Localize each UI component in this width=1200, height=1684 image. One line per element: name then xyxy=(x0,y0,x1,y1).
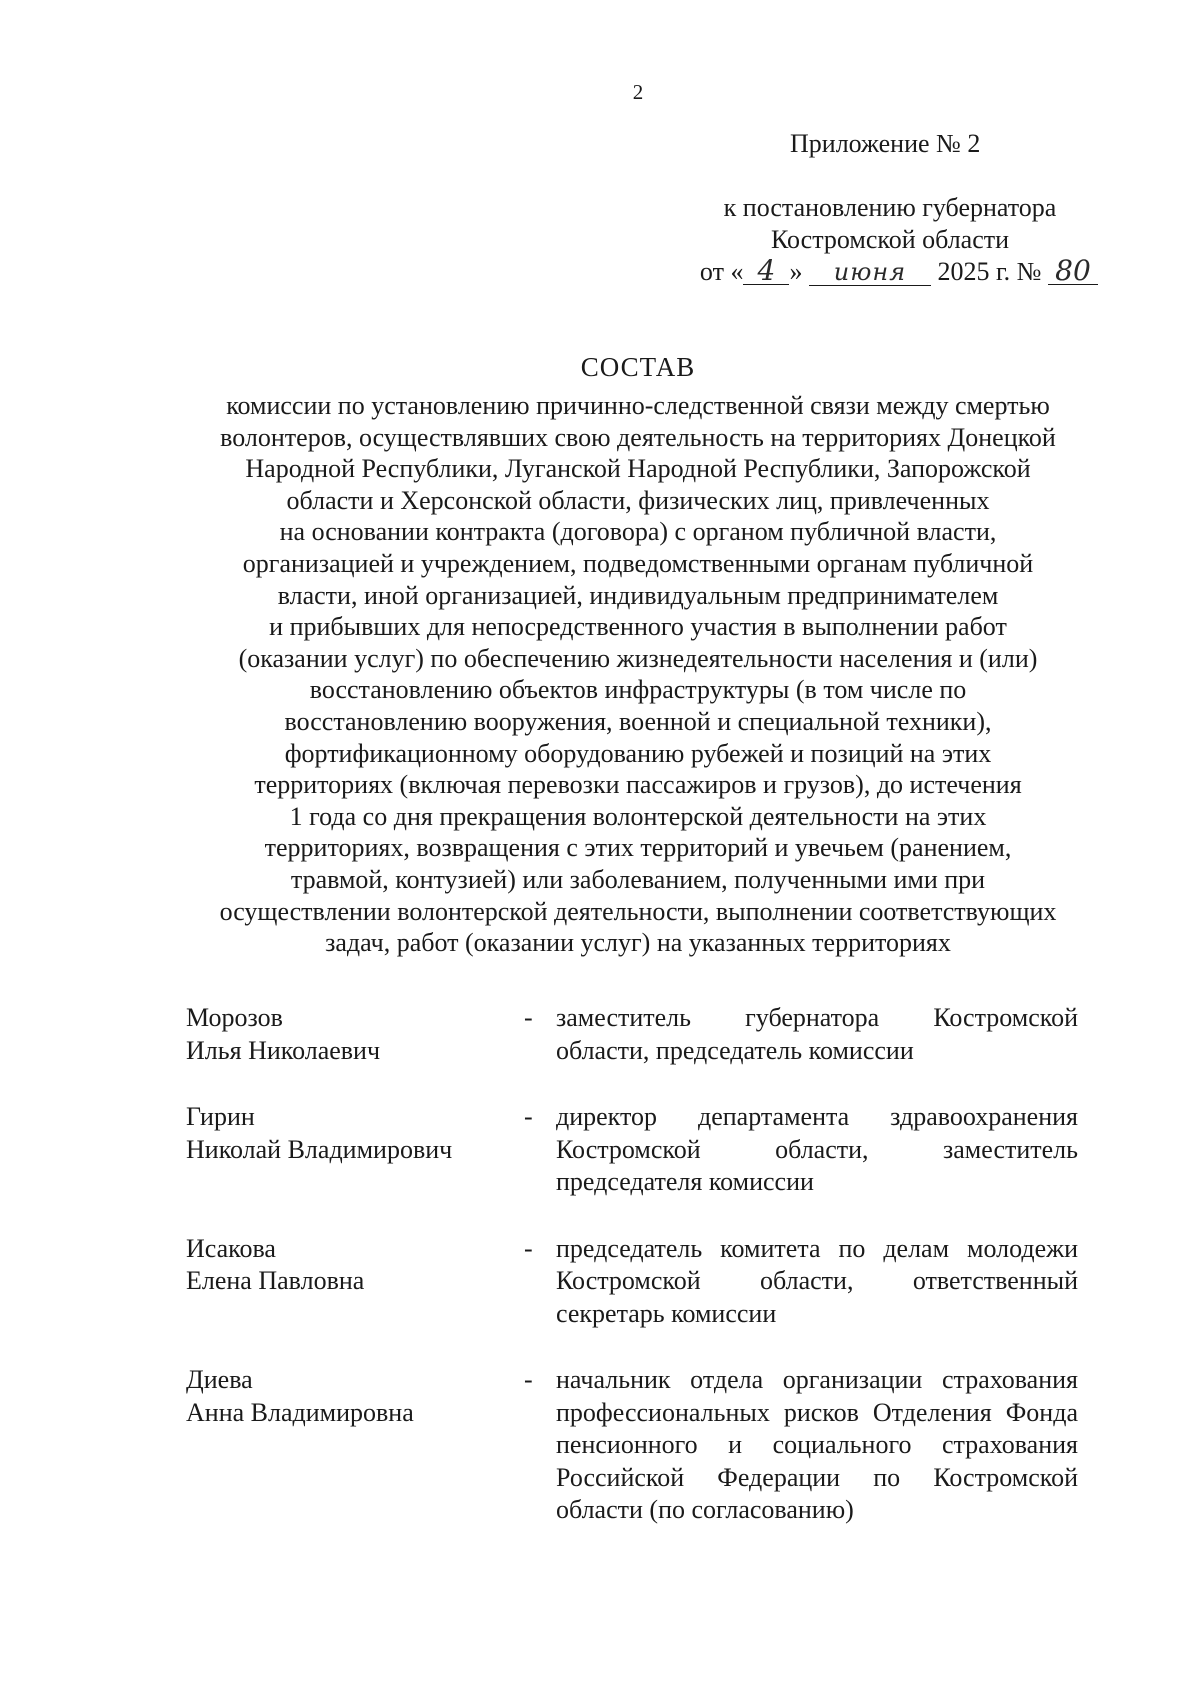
subtitle-line: травмой, контузией) или заболеванием, полученными ими при xyxy=(290,864,986,894)
member-dash: - xyxy=(524,1003,533,1032)
date-year: 2025 г. № xyxy=(937,257,1042,286)
subtitle-line: волонтеров, осуществлявших свою деятельность на территориях Донецкой xyxy=(220,422,1056,452)
member-surname: Морозов xyxy=(186,1003,283,1032)
handwritten-number: 80 xyxy=(1048,258,1098,285)
subtitle-line: восстановлению вооружения, военной и специальной техники), xyxy=(284,706,992,736)
document-heading: СОСТАВ xyxy=(580,352,696,382)
member-dash: - xyxy=(524,1102,533,1131)
appendix-title: Приложение № 2 xyxy=(790,129,981,158)
subtitle-line: территориях, возвращения с этих территорий и увечьем (ранением, xyxy=(264,833,1012,863)
subtitle-line: фортификационному оборудованию рубежей и позиций на этих xyxy=(284,738,992,768)
date-separator: » xyxy=(789,257,803,286)
subtitle-line: 1 года со дня прекращения волонтерской деятельности на этих xyxy=(289,801,987,831)
subtitle-line: (оказании услуг) по обеспечению жизнедеятельности населения и (или) xyxy=(238,643,1038,673)
document-subtitle xyxy=(170,390,1106,959)
member-entry xyxy=(186,1364,1078,1527)
subtitle-line: Народной Республики, Луганской Народной Республики, Запорожской xyxy=(245,454,1031,484)
subtitle-line: восстановлению объектов инфраструктуры (в том числе по xyxy=(309,675,967,705)
commission-members-list xyxy=(186,1002,1078,1561)
member-given-names: Илья Николаевич xyxy=(186,1035,381,1065)
member-entry xyxy=(186,1101,1078,1199)
member-given-names: Николай Владимирович xyxy=(186,1134,453,1164)
member-entry xyxy=(186,1002,1078,1067)
member-entry xyxy=(186,1233,1078,1331)
member-surname: Диева xyxy=(186,1365,253,1394)
member-role: начальник отдела организации страхования профессиональных рисков Отделения Фонда пенсионного и социального страхования Российской Федерации по Костромской области (по согласованию) xyxy=(556,1365,1078,1524)
member-name xyxy=(186,1101,524,1199)
member-role: заместитель губернатора Костромской области, председатель комиссии xyxy=(556,1003,1078,1065)
member-role: директор департамента здравоохранения Костромской области, заместитель председателя комиссии xyxy=(556,1102,1078,1196)
handwritten-day: 4 xyxy=(743,258,789,285)
member-name xyxy=(186,1233,524,1331)
subtitle-line: власти, иной организацией, индивидуальным предпринимателем xyxy=(277,580,999,610)
date-prefix: от « xyxy=(699,257,744,286)
member-name xyxy=(186,1364,524,1527)
member-surname: Гирин xyxy=(186,1102,255,1131)
member-name xyxy=(186,1002,524,1067)
subtitle-line: организацией и учреждением, подведомственными органам публичной xyxy=(242,548,1034,578)
subtitle-line: и прибывших для непосредственного участия в выполнении работ xyxy=(269,612,1007,642)
decree-date-line xyxy=(680,256,1100,288)
handwritten-month: июня xyxy=(809,259,931,286)
subtitle-line: задач, работ (оказании услуг) на указанных территориях xyxy=(325,928,951,958)
member-dash: - xyxy=(524,1233,533,1263)
member-dash: - xyxy=(524,1365,533,1394)
member-given-names: Анна Владимировна xyxy=(186,1397,414,1427)
subtitle-line: территориях (включая перевозки пассажиров и грузов), до истечения xyxy=(254,770,1022,800)
subtitle-line: на основании контракта (договора) с органом публичной власти, xyxy=(279,517,997,547)
appendix-ref-line2: Костромской области xyxy=(770,225,1010,254)
appendix-ref-line1: к постановлению губернатора xyxy=(723,193,1057,222)
member-role: председатель комитета по делам молодежи Костромской области, ответственный секретарь комиссии xyxy=(556,1233,1078,1328)
member-given-names: Елена Павловна xyxy=(186,1266,365,1295)
subtitle-line: осуществлении волонтерской деятельности, выполнении соответствующих xyxy=(219,896,1057,926)
subtitle-line: комиссии по установлению причинно-следственной связи между смертью xyxy=(226,391,1050,420)
member-surname: Исакова xyxy=(186,1233,276,1263)
appendix-reference xyxy=(680,192,1100,288)
subtitle-line: области и Херсонской области, физических лиц, привлеченных xyxy=(286,485,990,515)
page-number: 2 xyxy=(632,80,644,104)
